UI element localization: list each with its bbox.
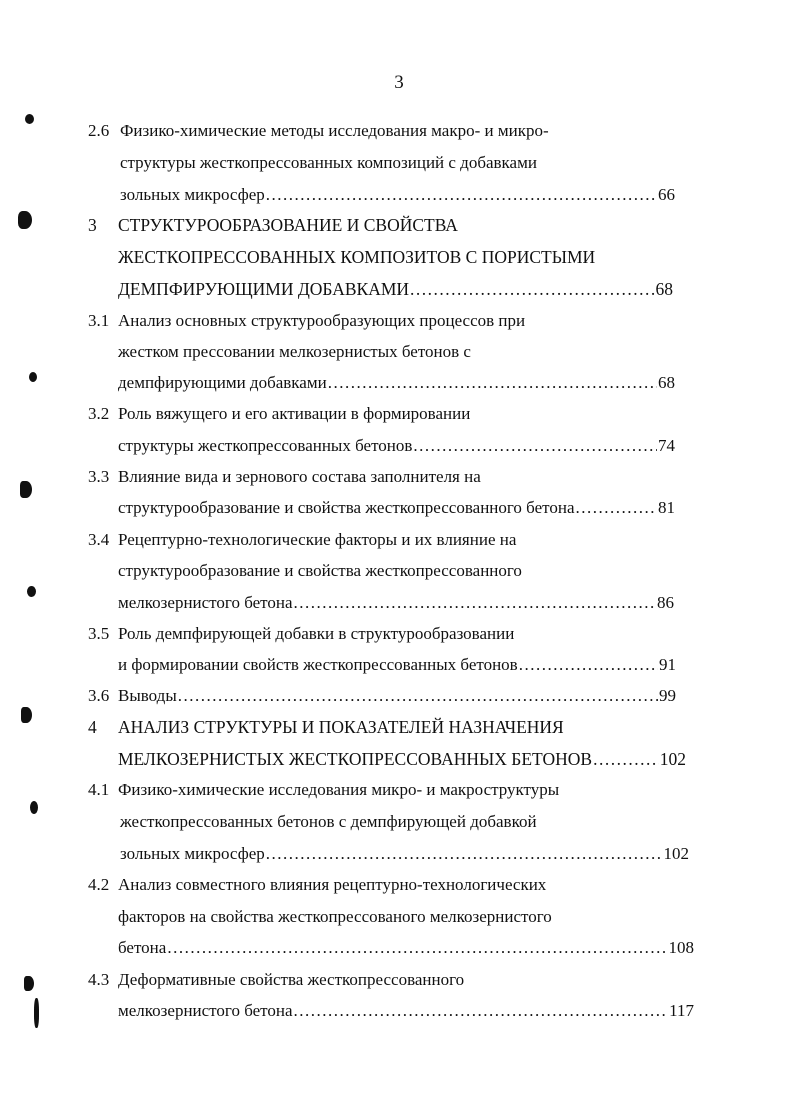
toc-page-number: 117 — [669, 1001, 694, 1020]
toc-line: СТРУКТУРООБРАЗОВАНИЕ И СВОЙСТВА — [118, 215, 458, 235]
toc-line: зольных микросфер — [120, 185, 265, 204]
toc-leader-line — [118, 748, 686, 770]
toc-leader-line — [118, 372, 675, 394]
dot-leader — [178, 685, 658, 707]
scan-blot — [25, 114, 34, 124]
toc-line: Анализ основных структурообразующих процессов при — [118, 311, 526, 330]
toc-leader-line — [118, 592, 674, 614]
toc-line: жесткопрессованных бетонов с демпфирующей добавкой — [120, 812, 537, 831]
toc-line: ЖЕСТКОПРЕССОВАННЫХ КОМПОЗИТОВ С ПОРИСТЫМИ — [118, 247, 596, 267]
toc-page-number: 108 — [668, 938, 694, 957]
dot-leader — [413, 435, 657, 457]
toc-line: Рецептурно-технологические факторы и их влияние на — [118, 530, 517, 549]
toc-line: АНАЛИЗ СТРУКТУРЫ И ПОКАЗАТЕЛЕЙ НАЗНАЧЕНИЯ — [118, 717, 564, 737]
toc-number: 3 — [88, 215, 97, 235]
toc-page-number: 102 — [659, 749, 686, 769]
toc-page-number: 99 — [659, 686, 676, 705]
scan-blot — [34, 998, 39, 1028]
toc-line: структуры жесткопрессованных композиций с добавками — [120, 153, 537, 172]
scan-blot — [18, 211, 32, 229]
scan-blot — [29, 372, 37, 382]
toc-leader-line — [118, 435, 675, 457]
toc-line: мелкозернистого бетона — [118, 1001, 293, 1020]
toc-leader-line — [118, 654, 676, 676]
toc-number: 4.3 — [88, 970, 110, 989]
toc-number: 3.2 — [88, 404, 110, 423]
dot-leader — [328, 372, 657, 394]
toc-page-number: 68 — [658, 373, 675, 392]
toc-leader-line — [118, 937, 694, 959]
dot-leader — [294, 592, 656, 614]
toc-line: факторов на свойства жесткопрессованого мелкозернистого — [118, 907, 552, 926]
toc-line: Физико-химические исследования микро- и макроструктуры — [118, 780, 560, 799]
toc-line: структурообразование и свойства жесткопрессованного — [118, 561, 522, 580]
toc-line: Роль демпфирующей добавки в структурообразовании — [118, 624, 515, 643]
dot-leader — [593, 748, 659, 770]
toc-line: зольных микросфер — [120, 844, 265, 863]
toc-line: структурообразование и свойства жесткопрессованного бетона — [118, 498, 575, 517]
toc-page-number: 74 — [658, 436, 675, 455]
toc-line: структуры жесткопрессованных бетонов — [118, 436, 413, 455]
toc-page-number: 66 — [658, 185, 675, 204]
toc-number: 4.1 — [88, 780, 110, 799]
toc-number: 4.2 — [88, 875, 110, 894]
toc-number: 3.1 — [88, 311, 110, 330]
toc-page-number: 86 — [657, 593, 674, 612]
toc-number: 3.5 — [88, 624, 110, 643]
toc-line: ДЕМПФИРУЮЩИМИ ДОБАВКАМИ — [118, 279, 410, 299]
toc-number: 2.6 — [88, 121, 110, 140]
scan-blot — [24, 976, 34, 991]
scan-blot — [20, 481, 32, 498]
toc-line: Выводы — [118, 686, 177, 705]
dot-leader — [294, 1000, 669, 1022]
toc-line: бетона — [118, 938, 167, 957]
page-number: 3 — [394, 72, 404, 93]
toc-line: жестком прессовании мелкозернистых бетонов с — [118, 342, 471, 361]
toc-line: мелкозернистого бетона — [118, 593, 293, 612]
toc-line: демпфирующими добавками — [118, 373, 327, 392]
toc-leader-line — [118, 497, 675, 519]
toc-line: Анализ совместного влияния рецептурно-технологических — [118, 875, 547, 894]
scan-blot — [30, 801, 38, 814]
dot-leader — [519, 654, 658, 676]
toc-leader-line — [120, 184, 675, 206]
scan-blot — [27, 586, 36, 597]
toc-line: и формировании свойств жесткопрессованных бетонов — [118, 655, 518, 674]
dot-leader — [167, 937, 667, 959]
toc-number: 3.4 — [88, 530, 110, 549]
toc-line: Роль вяжущего и его активации в формировании — [118, 404, 471, 423]
toc-line: МЕЛКОЗЕРНИСТЫХ ЖЕСТКОПРЕССОВАННЫХ БЕТОНОВ — [118, 749, 593, 769]
toc-line: Влияние вида и зернового состава заполнителя на — [118, 467, 481, 486]
toc-leader-line — [118, 1000, 694, 1022]
toc-line: Физико-химические методы исследования макро- и микро- — [120, 121, 549, 140]
toc-page-number: 81 — [658, 498, 675, 517]
toc-leader-line — [118, 278, 673, 300]
dot-leader — [266, 843, 663, 865]
toc-leader-line — [118, 685, 676, 707]
dot-leader — [266, 184, 657, 206]
toc-leader-line — [120, 843, 689, 865]
toc-number: 4 — [88, 717, 97, 737]
toc-number: 3.3 — [88, 467, 110, 486]
dot-leader — [410, 278, 654, 300]
scan-blot — [21, 707, 32, 723]
dot-leader — [576, 497, 657, 519]
toc-page-number: 102 — [663, 844, 689, 863]
toc-number: 3.6 — [88, 686, 110, 705]
toc-page-number: 91 — [659, 655, 676, 674]
toc-line: Деформативные свойства жесткопрессованного — [118, 970, 465, 989]
toc-page-number: 68 — [655, 279, 673, 299]
